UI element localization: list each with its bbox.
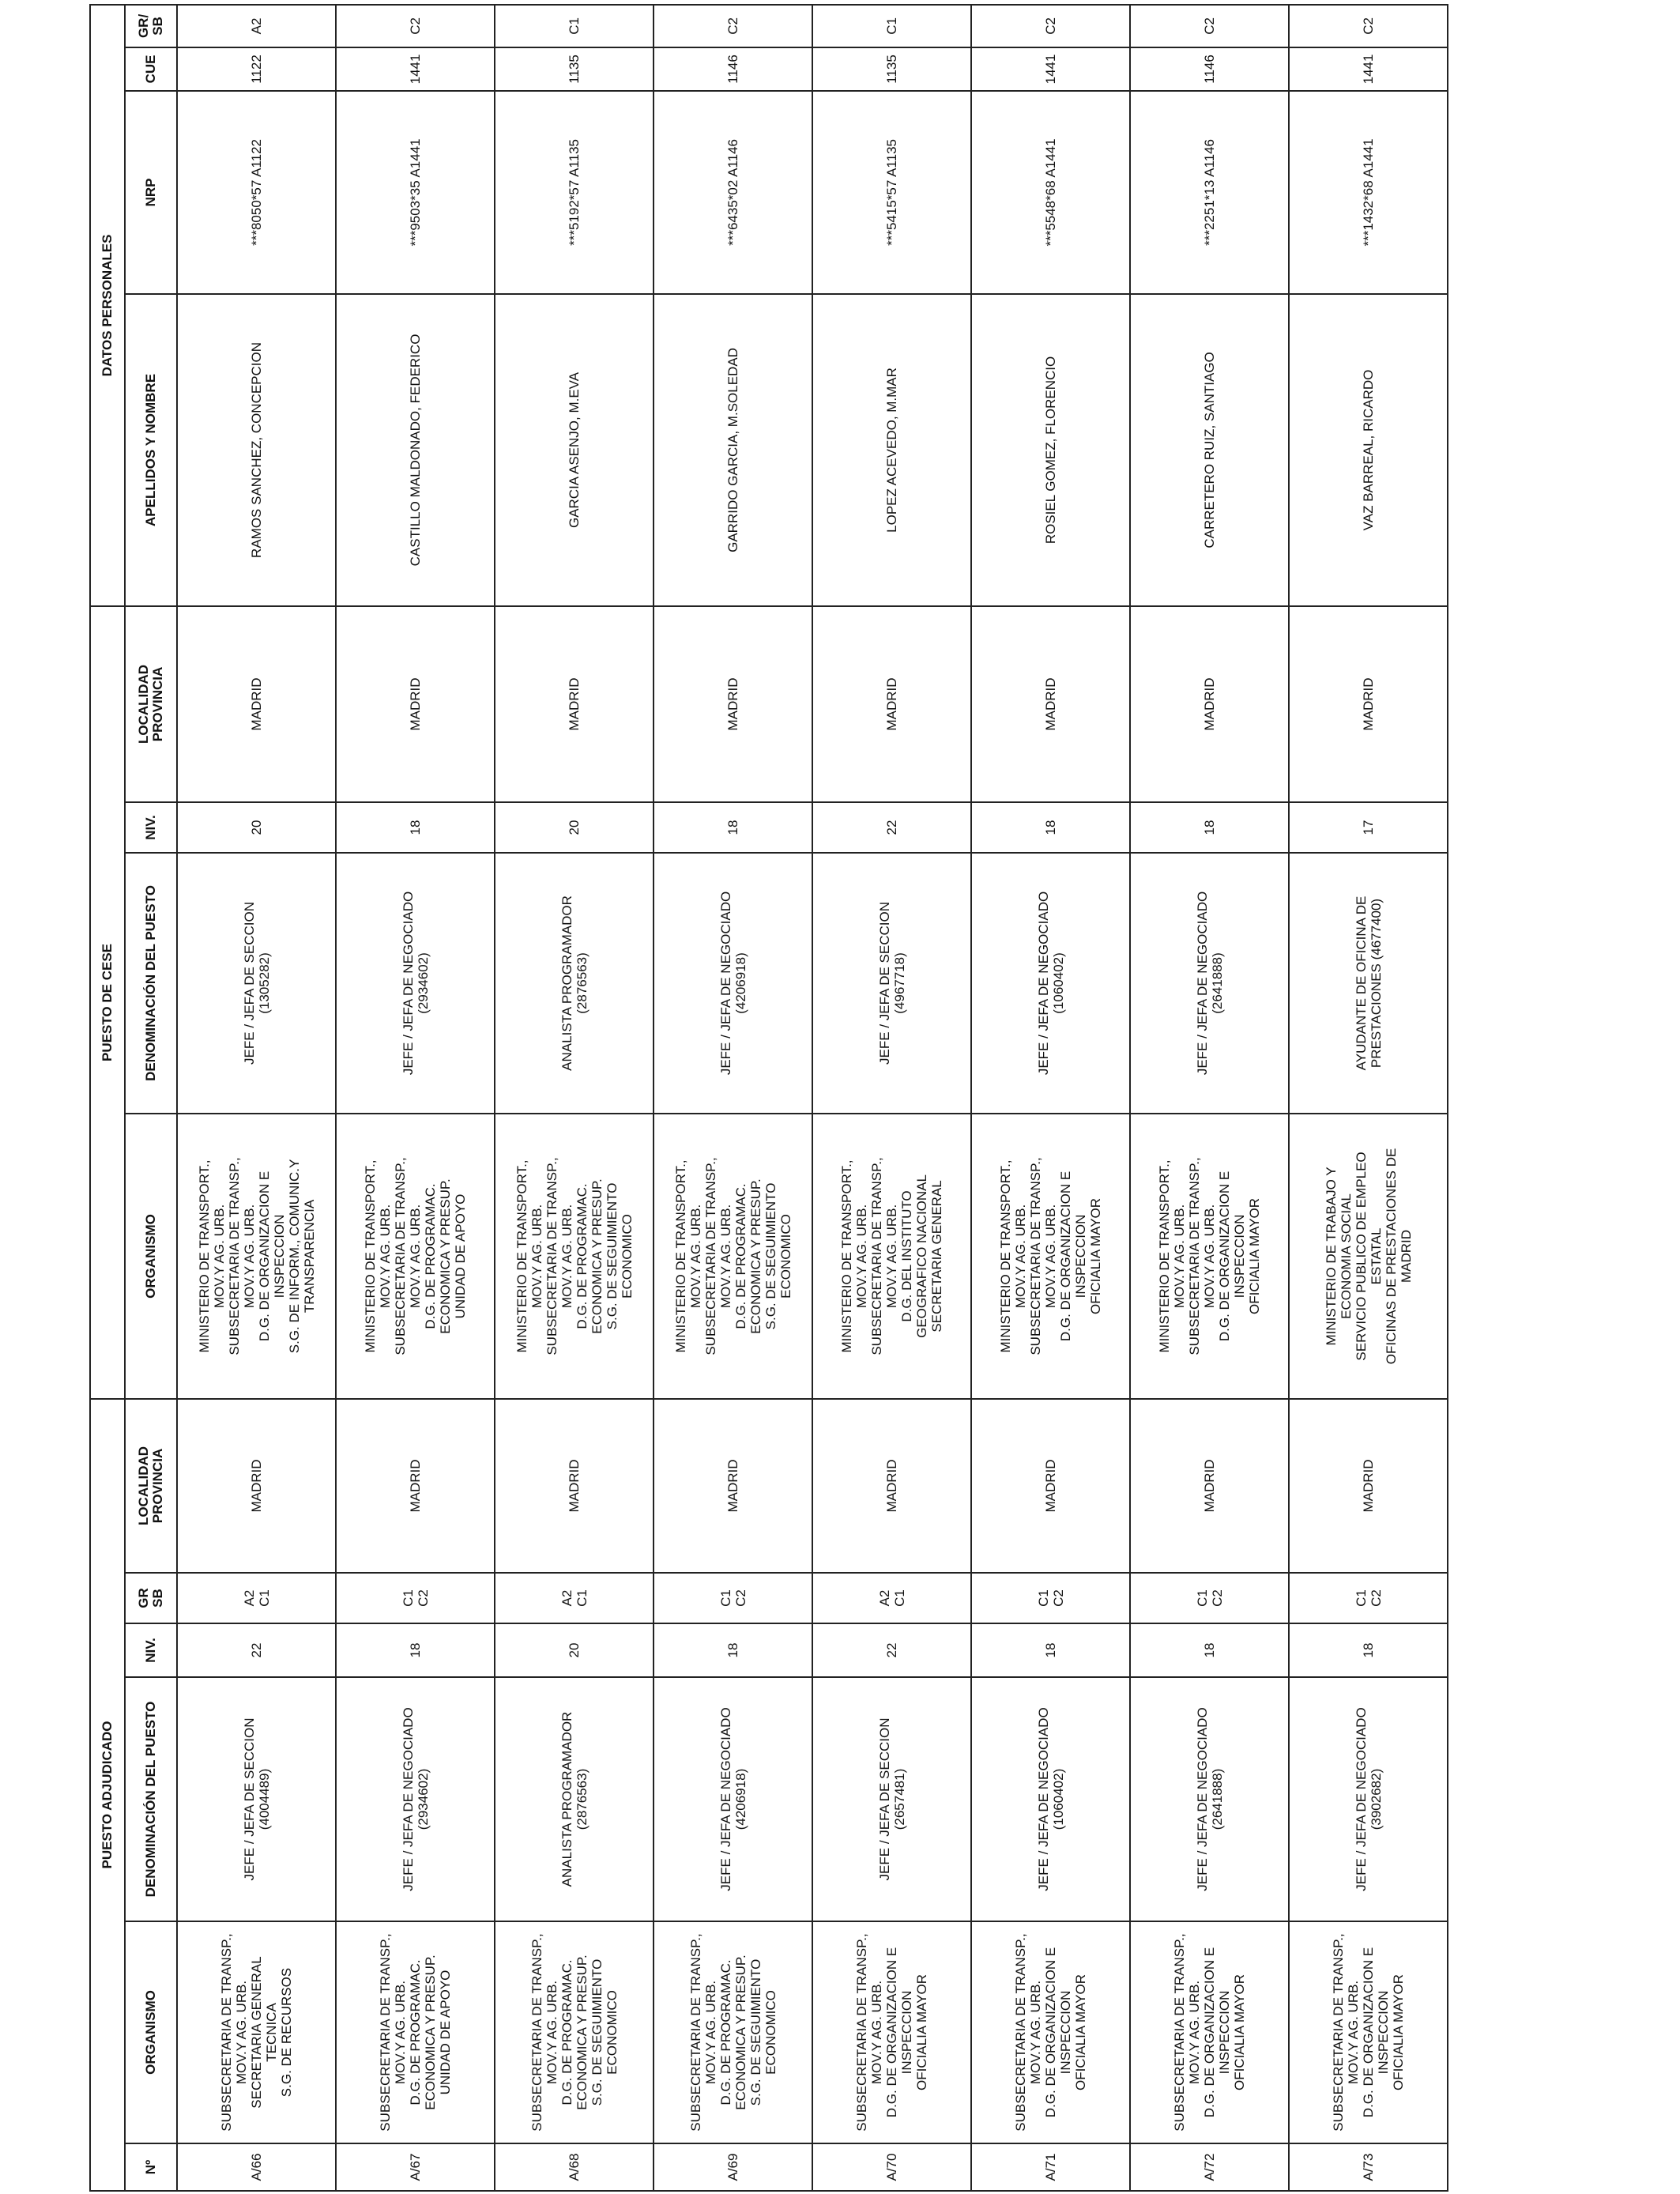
cell-cese-niv: 18 bbox=[336, 802, 495, 853]
col-denominacion: DENOMINACIÓN DEL PUESTO bbox=[125, 1677, 177, 1921]
cell-num: A/68 bbox=[495, 2143, 654, 2191]
table-row bbox=[971, 5, 1130, 2191]
cell-localidad: MADRID bbox=[971, 1399, 1130, 1573]
cell-cese-denominacion: JEFE / JEFA DE NEGOCIADO (2641888) bbox=[1130, 853, 1289, 1114]
cell-grsb: C2 bbox=[971, 5, 1130, 47]
cell-nrp: ***2251*13 A1146 bbox=[1130, 91, 1289, 294]
cell-denominacion: JEFE / JEFA DE NEGOCIADO (2641888) bbox=[1130, 1677, 1289, 1921]
cell-denominacion: JEFE / JEFA DE NEGOCIADO (2934602) bbox=[336, 1677, 495, 1921]
cell-localidad: MADRID bbox=[812, 1399, 971, 1573]
col-localidad: LOCALIDAD PROVINCIA bbox=[125, 1399, 177, 1573]
cell-cese-localidad: MADRID bbox=[971, 606, 1130, 802]
cell-grsb: C1 bbox=[812, 5, 971, 47]
cell-cese-localidad: MADRID bbox=[1130, 606, 1289, 802]
cell-localidad: MADRID bbox=[1130, 1399, 1289, 1573]
cell-cese-niv: 18 bbox=[971, 802, 1130, 853]
cell-niv: 18 bbox=[336, 1623, 495, 1677]
col-num: Nº bbox=[125, 2143, 177, 2191]
table-row bbox=[812, 5, 971, 2191]
cell-apellidos: CARRETERO RUIZ, SANTIAGO bbox=[1130, 294, 1289, 606]
cell-cese-niv: 17 bbox=[1289, 802, 1448, 853]
cell-cese-denominacion: JEFE / JEFA DE NEGOCIADO (1060402) bbox=[971, 853, 1130, 1114]
cell-denominacion: JEFE / JEFA DE SECCION (2657481) bbox=[812, 1677, 971, 1921]
table-row bbox=[336, 5, 495, 2191]
col-cue: CUE bbox=[125, 47, 177, 91]
cell-cese-localidad: MADRID bbox=[654, 606, 812, 802]
cell-num: A/70 bbox=[812, 2143, 971, 2191]
cell-organismo: SUBSECRETARIA DE TRANSP., MOV.Y AG. URB. D.G. DE PROGRAMAC. ECONOMICA Y PRESUP. S.G. DE SEGUIMIENTO ECONOMICO bbox=[654, 1921, 812, 2143]
cell-cese-niv: 22 bbox=[812, 802, 971, 853]
cell-organismo: SUBSECRETARIA DE TRANSP., MOV.Y AG. URB. D.G. DE ORGANIZACION E INSPECCION OFICIALIA MAYOR bbox=[971, 1921, 1130, 2143]
col-organismo: ORGANISMO bbox=[125, 1921, 177, 2143]
cell-organismo: SUBSECRETARIA DE TRANSP., MOV.Y AG. URB. D.G. DE PROGRAMAC. ECONOMICA Y PRESUP. UNIDAD DE APOYO bbox=[336, 1921, 495, 2143]
cell-niv: 18 bbox=[654, 1623, 812, 1677]
cell-gr-sb: C1 C2 bbox=[654, 1573, 812, 1623]
cell-organismo: SUBSECRETARIA DE TRANSP., MOV.Y AG. URB. SECRETARIA GENERAL TECNICA S.G. DE RECURSOS bbox=[177, 1921, 336, 2143]
cell-cese-denominacion: AYUDANTE DE OFICINA DE PRESTACIONES (4677400) bbox=[1289, 853, 1448, 1114]
cell-gr-sb: A2 C1 bbox=[177, 1573, 336, 1623]
cell-denominacion: JEFE / JEFA DE NEGOCIADO (3902682) bbox=[1289, 1677, 1448, 1921]
cell-cue: 1146 bbox=[1130, 47, 1289, 91]
cell-cese-denominacion: JEFE / JEFA DE NEGOCIADO (2934602) bbox=[336, 853, 495, 1114]
cell-cese-niv: 18 bbox=[1130, 802, 1289, 853]
cell-niv: 20 bbox=[495, 1623, 654, 1677]
cell-gr-sb: A2 C1 bbox=[812, 1573, 971, 1623]
cell-cese-denominacion: JEFE / JEFA DE NEGOCIADO (4206918) bbox=[654, 853, 812, 1114]
cell-cue: 1146 bbox=[654, 47, 812, 91]
cell-num: A/66 bbox=[177, 2143, 336, 2191]
cell-cese-organismo: MINISTERIO DE TRABAJO Y ECONOMIA SOCIAL SERVICIO PUBLICO DE EMPLEO ESTATAL OFICINAS DE PRESTACIONES DE MADRID bbox=[1289, 1114, 1448, 1399]
cell-gr-sb: C1 C2 bbox=[1130, 1573, 1289, 1623]
col-cese-niv: NIV. bbox=[125, 802, 177, 853]
cell-niv: 18 bbox=[971, 1623, 1130, 1677]
cell-grsb: A2 bbox=[177, 5, 336, 47]
cell-localidad: MADRID bbox=[336, 1399, 495, 1573]
table-row bbox=[495, 5, 654, 2191]
cell-apellidos: RAMOS SANCHEZ, CONCEPCION bbox=[177, 294, 336, 606]
cell-niv: 22 bbox=[177, 1623, 336, 1677]
cell-grsb: C2 bbox=[654, 5, 812, 47]
cell-cese-localidad: MADRID bbox=[1289, 606, 1448, 802]
col-cese-denominacion: DENOMINACIÓN DEL PUESTO bbox=[125, 853, 177, 1114]
cell-apellidos: ROSIEL GOMEZ, FLORENCIO bbox=[971, 294, 1130, 606]
cell-num: A/67 bbox=[336, 2143, 495, 2191]
cell-grsb: C2 bbox=[1289, 5, 1448, 47]
cell-cese-organismo: MINISTERIO DE TRANSPORT., MOV.Y AG. URB. SUBSECRETARIA DE TRANSP., MOV.Y AG. URB. D.G. DE ORGANIZACION E INSPECCION OFICIALIA MAYOR bbox=[1130, 1114, 1289, 1399]
col-cese-organismo: ORGANISMO bbox=[125, 1114, 177, 1399]
cell-cue: 1441 bbox=[1289, 47, 1448, 91]
cell-grsb: C2 bbox=[1130, 5, 1289, 47]
cell-gr-sb: C1 C2 bbox=[336, 1573, 495, 1623]
cell-cese-denominacion: JEFE / JEFA DE SECCION (1305282) bbox=[177, 853, 336, 1114]
col-gr-sb: GR SB bbox=[125, 1573, 177, 1623]
cell-num: A/72 bbox=[1130, 2143, 1289, 2191]
cell-nrp: ***8050*57 A1122 bbox=[177, 91, 336, 294]
cell-cue: 1441 bbox=[336, 47, 495, 91]
col-nrp: NRP bbox=[125, 91, 177, 294]
cell-nrp: ***6435*02 A1146 bbox=[654, 91, 812, 294]
cell-cese-organismo: MINISTERIO DE TRANSPORT., MOV.Y AG. URB. SUBSECRETARIA DE TRANSP., MOV.Y AG. URB. D.G. DE PROGRAMAC. ECONOMICA Y PRESUP. S.G. DE SEGUIMIENTO ECONOMICO bbox=[495, 1114, 654, 1399]
cell-cese-organismo: MINISTERIO DE TRANSPORT., MOV.Y AG. URB. SUBSECRETARIA DE TRANSP., MOV.Y AG. URB. D.G. DE PROGRAMAC. ECONOMICA Y PRESUP. S.G. DE SEGUIMIENTO ECONOMICO bbox=[654, 1114, 812, 1399]
col-niv: NIV. bbox=[125, 1623, 177, 1677]
cell-organismo: SUBSECRETARIA DE TRANSP., MOV.Y AG. URB. D.G. DE PROGRAMAC. ECONOMICA Y PRESUP. S.G. DE SEGUIMIENTO ECONOMICO bbox=[495, 1921, 654, 2143]
cell-gr-sb: C1 C2 bbox=[971, 1573, 1130, 1623]
cell-nrp: ***5548*68 A1441 bbox=[971, 91, 1130, 294]
cell-cese-denominacion: ANALISTA PROGRAMADOR (2876563) bbox=[495, 853, 654, 1114]
cell-apellidos: GARRIDO GARCIA, M.SOLEDAD bbox=[654, 294, 812, 606]
cell-niv: 22 bbox=[812, 1623, 971, 1677]
cell-cese-denominacion: JEFE / JEFA DE SECCION (4967718) bbox=[812, 853, 971, 1114]
cell-cese-localidad: MADRID bbox=[812, 606, 971, 802]
cell-num: A/73 bbox=[1289, 2143, 1448, 2191]
cell-cese-organismo: MINISTERIO DE TRANSPORT., MOV.Y AG. URB. SUBSECRETARIA DE TRANSP., MOV.Y AG. URB. D.G. DE ORGANIZACION E INSPECCION OFICIALIA MAYOR bbox=[971, 1114, 1130, 1399]
col-apellidos: APELLIDOS Y NOMBRE bbox=[125, 294, 177, 606]
cell-cese-organismo: MINISTERIO DE TRANSPORT., MOV.Y AG. URB. SUBSECRETARIA DE TRANSP., MOV.Y AG. URB. D.G. DE ORGANIZACION E INSPECCION S.G. DE INFORM., COMUNIC.Y TRANSPARENCIA bbox=[177, 1114, 336, 1399]
cell-organismo: SUBSECRETARIA DE TRANSP., MOV.Y AG. URB. D.G. DE ORGANIZACION E INSPECCION OFICIALIA MAYOR bbox=[812, 1921, 971, 2143]
cell-cese-niv: 18 bbox=[654, 802, 812, 853]
cell-gr-sb: C1 C2 bbox=[1289, 1573, 1448, 1623]
cell-localidad: MADRID bbox=[1289, 1399, 1448, 1573]
cell-apellidos: VAZ BARREAL, RICARDO bbox=[1289, 294, 1448, 606]
cell-cue: 1122 bbox=[177, 47, 336, 91]
cell-cese-organismo: MINISTERIO DE TRANSPORT., MOV.Y AG. URB. SUBSECRETARIA DE TRANSP., MOV.Y AG. URB. D.G. DEL INSTITUTO GEOGRAFICO NACIONAL SECRETARIA GENERAL bbox=[812, 1114, 971, 1399]
document-sheet bbox=[89, 6, 1590, 2192]
cell-organismo: SUBSECRETARIA DE TRANSP., MOV.Y AG. URB. D.G. DE ORGANIZACION E INSPECCION OFICIALIA MAYOR bbox=[1289, 1921, 1448, 2143]
cell-niv: 18 bbox=[1289, 1623, 1448, 1677]
cell-localidad: MADRID bbox=[495, 1399, 654, 1573]
cell-denominacion: JEFE / JEFA DE NEGOCIADO (4206918) bbox=[654, 1677, 812, 1921]
cell-cese-localidad: MADRID bbox=[495, 606, 654, 802]
cell-denominacion: ANALISTA PROGRAMADOR (2876563) bbox=[495, 1677, 654, 1921]
cell-cese-localidad: MADRID bbox=[336, 606, 495, 802]
table-row bbox=[177, 5, 336, 2191]
adjudication-table bbox=[89, 4, 1448, 2192]
cell-cue: 1441 bbox=[971, 47, 1130, 91]
cell-localidad: MADRID bbox=[177, 1399, 336, 1573]
group-puesto-cese: PUESTO DE CESE bbox=[90, 606, 125, 1399]
cell-num: A/71 bbox=[971, 2143, 1130, 2191]
cell-cese-localidad: MADRID bbox=[177, 606, 336, 802]
cell-niv: 18 bbox=[1130, 1623, 1289, 1677]
cell-cese-organismo: MINISTERIO DE TRANSPORT., MOV.Y AG. URB. SUBSECRETARIA DE TRANSP., MOV.Y AG. URB. D.G. DE PROGRAMAC. ECONOMICA Y PRESUP. UNIDAD DE APOYO bbox=[336, 1114, 495, 1399]
cell-cese-niv: 20 bbox=[177, 802, 336, 853]
table-row bbox=[1130, 5, 1289, 2191]
cell-grsb: C2 bbox=[336, 5, 495, 47]
cell-nrp: ***5192*57 A1135 bbox=[495, 91, 654, 294]
column-header-row bbox=[125, 5, 177, 2191]
col-grsb: GR/ SB bbox=[125, 5, 177, 47]
table-row bbox=[654, 5, 812, 2191]
group-header-row bbox=[90, 5, 125, 2191]
cell-cue: 1135 bbox=[495, 47, 654, 91]
cell-cese-niv: 20 bbox=[495, 802, 654, 853]
cell-nrp: ***9503*35 A1441 bbox=[336, 91, 495, 294]
cell-cue: 1135 bbox=[812, 47, 971, 91]
cell-localidad: MADRID bbox=[654, 1399, 812, 1573]
cell-gr-sb: A2 C1 bbox=[495, 1573, 654, 1623]
cell-apellidos: CASTILLO MALDONADO, FEDERICO bbox=[336, 294, 495, 606]
cell-organismo: SUBSECRETARIA DE TRANSP., MOV.Y AG. URB. D.G. DE ORGANIZACION E INSPECCION OFICIALIA MAYOR bbox=[1130, 1921, 1289, 2143]
cell-apellidos: LOPEZ ACEVEDO, M.MAR bbox=[812, 294, 971, 606]
col-cese-localidad: LOCALIDAD PROVINCIA bbox=[125, 606, 177, 802]
group-puesto-adjudicado: PUESTO ADJUDICADO bbox=[90, 1399, 125, 2191]
cell-nrp: ***1432*68 A1441 bbox=[1289, 91, 1448, 294]
cell-denominacion: JEFE / JEFA DE SECCION (4004489) bbox=[177, 1677, 336, 1921]
cell-num: A/69 bbox=[654, 2143, 812, 2191]
cell-denominacion: JEFE / JEFA DE NEGOCIADO (1060402) bbox=[971, 1677, 1130, 1921]
cell-apellidos: GARCIA ASENJO, M.EVA bbox=[495, 294, 654, 606]
cell-grsb: C1 bbox=[495, 5, 654, 47]
table-row bbox=[1289, 5, 1448, 2191]
group-datos-personales: DATOS PERSONALES bbox=[90, 5, 125, 606]
cell-nrp: ***5415*57 A1135 bbox=[812, 91, 971, 294]
